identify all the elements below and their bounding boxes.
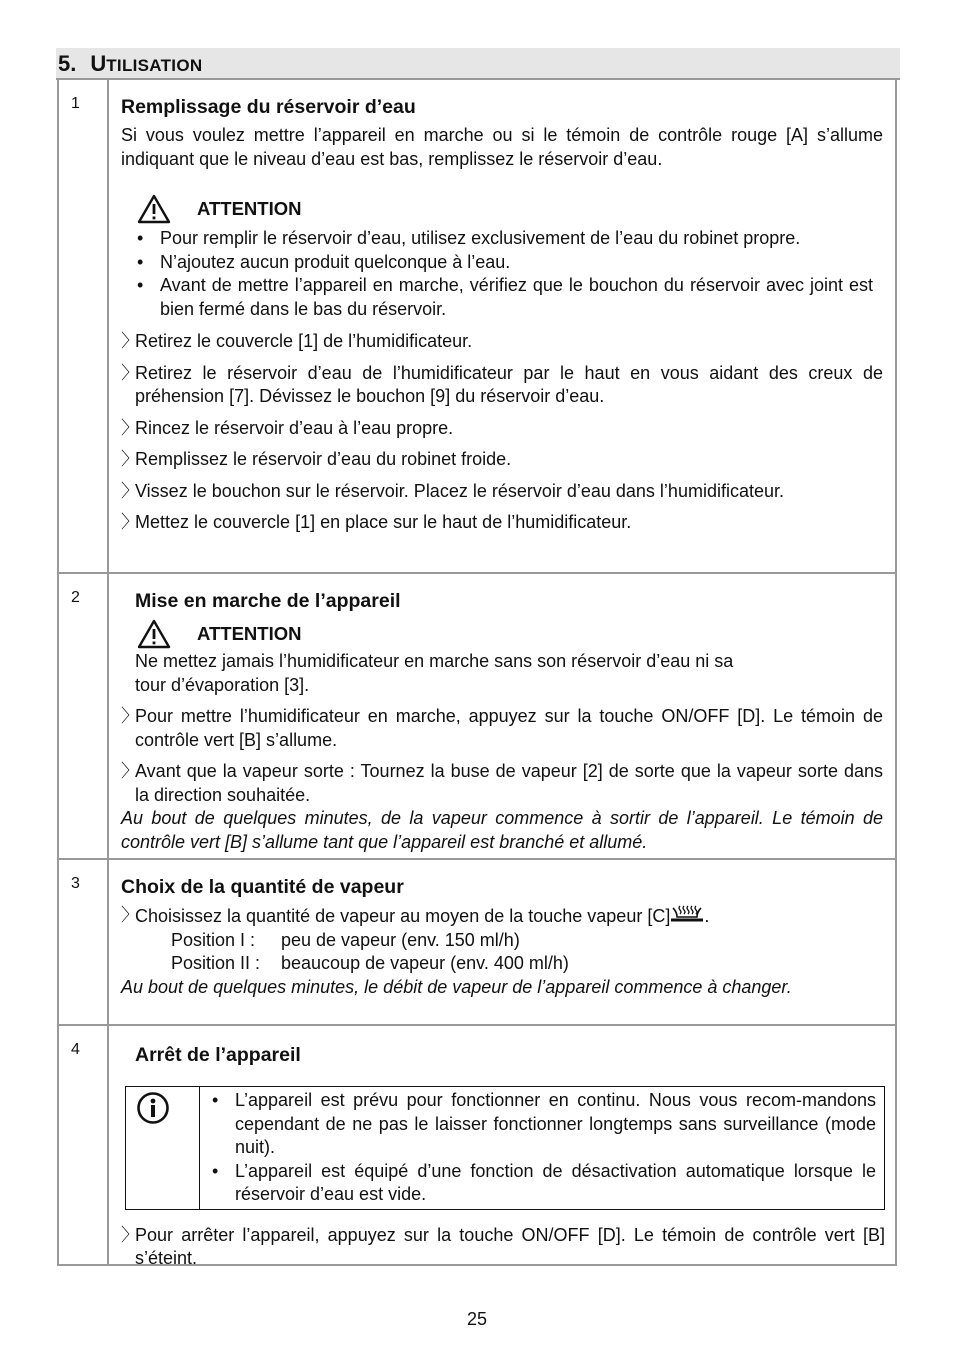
list-item: • L’appareil est équipé d’une fonction de désactivation automatique lorsque le réservoir d’eau est vide. [210,1160,876,1207]
info-icon [136,1091,170,1125]
list-item: • N’ajoutez aucun produit quelconque à l’eau. [135,251,873,275]
arrow-icon: 〉 [121,362,139,383]
arrow-icon: 〉 [121,1224,139,1245]
attention-text: Ne mettez jamais l’humidificateur en marche sans son réservoir d’eau ni sa tour d’évaporation [3]. [135,651,734,695]
attention-list [121,227,883,321]
step-4 [59,1024,895,1268]
section-title-first: U [90,51,107,76]
attention-heading [121,618,883,650]
steps-table [57,80,897,1266]
step-title: Remplissage du réservoir d’eau [121,96,416,118]
action-step: 〉 Rincez le réservoir d’eau à l’eau propre. [121,417,883,441]
attention-label: ATTENTION [197,623,302,645]
arrow-icon: 〉 [121,331,139,351]
info-list [210,1089,876,1207]
step-number: 2 [59,574,109,858]
step-note: Au bout de quelques minutes, le débit de vapeur de l’appareil commence à changer. [121,976,792,997]
action-step: 〉 Pour arrêter l’appareil, appuyez sur la touche ON/OFF [D]. Le témoin de contrôle vert [B] s’éteint. [121,1224,885,1268]
steam-icon [670,904,704,924]
step-intro: Si vous voulez mettre l’appareil en marche ou si le témoin de contrôle rouge [A] s’allume indiquant que le niveau d’eau est bas, remplissez le réservoir d’eau. [121,125,883,169]
step-number: 1 [59,80,109,572]
step-3 [59,858,895,1024]
arrow-icon: 〉 [121,761,139,781]
step-title: Choix de la quantité de vapeur [121,876,404,898]
attention-label: ATTENTION [197,198,302,220]
attention-heading [121,191,883,227]
section-title-rest: TILISATION [106,56,203,75]
action-step: 〉 Retirez le réservoir d’eau de l’humidificateur par le haut en vous aidant des creux de préhension [7]. Dévissez le bouchon [9] du réservoir d’eau. [121,362,883,406]
list-item: • Pour remplir le réservoir d’eau, utilisez exclusivement de l’eau du robinet propre. [135,227,873,251]
arrow-icon: 〉 [121,706,139,726]
list-item: • L’appareil est prévu pour fonctionner en continu. Nous vous recom-mandons cependant de ne pas le laisser fonctionner longtemps sans surveillance (mode nuit). [210,1089,876,1160]
action-step: 〉 Pour mettre l’humidificateur en marche, appuyez sur la touche ON/OFF [D]. Le témoin de contrôle vert [B] s’allume. [121,706,883,750]
action-step: 〉 Choisissez la quantité de vapeur au moyen de la touche vapeur [C] . [121,905,710,926]
info-box [125,1086,885,1210]
list-item: Position I : peu de vapeur (env. 150 ml/h) [171,929,520,950]
step-title: Mise en marche de l’appareil [135,590,401,612]
arrow-icon: 〉 [121,449,139,469]
action-step: 〉 Retirez le couvercle [1] de l’humidificateur. [121,330,883,354]
section-header [56,48,900,80]
action-step: 〉 Avant que la vapeur sorte : Tournez la buse de vapeur [2] de sorte que la vapeur sorte dans la direction souhaitée. [121,761,883,805]
arrow-icon: 〉 [121,512,139,532]
step-1 [59,80,895,572]
step-number: 3 [59,860,109,1024]
section-number: 5. [58,51,77,76]
action-step: 〉 Mettez le couvercle [1] en place sur le haut de l’humidificateur. [121,511,883,535]
warning-triangle-icon [137,194,171,224]
step-2 [59,572,895,858]
arrow-icon: 〉 [121,905,139,925]
positions-list [121,929,883,976]
page-number: 25 [466,1309,488,1329]
action-step: 〉 Vissez le bouchon sur le réservoir. Placez le réservoir d’eau dans l’humidificateur. [121,480,883,504]
arrow-icon: 〉 [121,480,139,501]
action-step: 〉 Remplissez le réservoir d’eau du robinet froide. [121,448,883,472]
arrow-icon: 〉 [121,417,139,438]
step-number: 4 [59,1026,109,1264]
step-title: Arrêt de l’appareil [135,1044,301,1066]
warning-triangle-icon [137,619,171,649]
step-note: Au bout de quelques minutes, de la vapeur commence à sortir de l’appareil. Le témoin de contrôle vert [B] s’allume tant que l’appareil est branché et allumé. [121,808,883,852]
list-item: • Avant de mettre l’appareil en marche, vérifiez que le bouchon du réservoir avec joint est bien fermé dans le bas du réservoir. [135,274,873,321]
list-item: Position II : beaucoup de vapeur (env. 400 ml/h) [171,953,569,973]
